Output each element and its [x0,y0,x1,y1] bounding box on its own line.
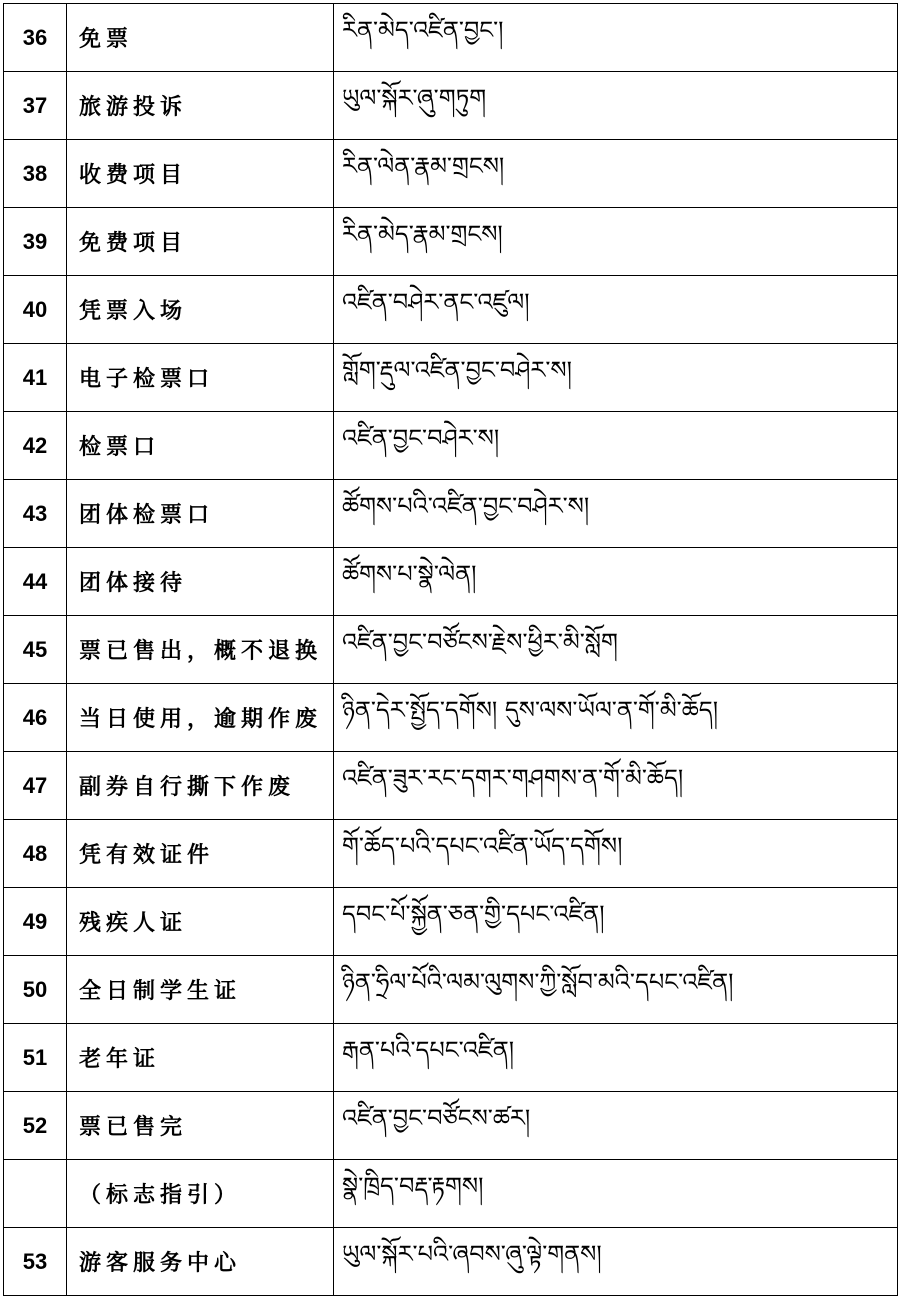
chinese-term: 免票 [67,4,334,72]
row-number: 48 [4,820,67,888]
table-row [4,344,898,412]
chinese-term: 电子检票口 [67,344,334,412]
table-row [4,752,898,820]
table-row [4,684,898,752]
table-row [4,1228,898,1296]
table-row [4,956,898,1024]
row-number: 42 [4,412,67,480]
chinese-term: （标志指引） [67,1160,334,1228]
table-row [4,548,898,616]
tibetan-term: འཛིན་བྱང་བཤེར་ས། [334,412,898,480]
table-row [4,616,898,684]
tibetan-term: རིན་མེད་འཛིན་བྱང་། [334,4,898,72]
tibetan-term: འཛིན་བྱང་བཙོངས་ཚར། [334,1092,898,1160]
table-row [4,1024,898,1092]
tibetan-term: རྒན་པའི་དཔང་འཛིན། [334,1024,898,1092]
chinese-term: 旅游投诉 [67,72,334,140]
chinese-term: 收费项目 [67,140,334,208]
tibetan-term: རིན་ལེན་རྣམ་གྲངས། [334,140,898,208]
table-row [4,888,898,956]
chinese-term: 凭票入场 [67,276,334,344]
tibetan-term: རིན་མེད་རྣམ་གྲངས། [334,208,898,276]
row-number: 51 [4,1024,67,1092]
row-number: 50 [4,956,67,1024]
chinese-term: 凭有效证件 [67,820,334,888]
table-row [4,820,898,888]
tibetan-term: ཉིན་དེར་སྤྱོད་དགོས། དུས་ལས་ཡོལ་ན་གོ་མི་ཆོད། [334,684,898,752]
chinese-term: 游客服务中心 [67,1228,334,1296]
row-number: 40 [4,276,67,344]
chinese-term: 免费项目 [67,208,334,276]
table-row [4,1160,898,1228]
tibetan-term: ཡུལ་སྐོར་པའི་ཞབས་ཞུ་ལྟེ་གནས། [334,1228,898,1296]
row-number: 46 [4,684,67,752]
tibetan-term: འཛིན་བཤེར་ནང་འཛུལ། [334,276,898,344]
table-row [4,72,898,140]
row-number [4,1160,67,1228]
row-number: 45 [4,616,67,684]
table-row [4,276,898,344]
chinese-term: 当日使用，逾期作废 [67,684,334,752]
chinese-term: 检票口 [67,412,334,480]
table-row [4,208,898,276]
glossary-table [3,3,898,1296]
table-row [4,4,898,72]
glossary-body [4,4,898,1296]
row-number: 47 [4,752,67,820]
chinese-term: 票已售完 [67,1092,334,1160]
row-number: 53 [4,1228,67,1296]
row-number: 38 [4,140,67,208]
row-number: 49 [4,888,67,956]
row-number: 39 [4,208,67,276]
tibetan-term: ཚོགས་པའི་འཛིན་བྱང་བཤེར་ས། [334,480,898,548]
row-number: 36 [4,4,67,72]
chinese-term: 票已售出，概不退换 [67,616,334,684]
tibetan-term: ཉིན་ཧྲིལ་པོའི་ལམ་ལུགས་ཀྱི་སློབ་མའི་དཔང་འཛིན། [334,956,898,1024]
chinese-term: 老年证 [67,1024,334,1092]
table-row [4,480,898,548]
chinese-term: 团体接待 [67,548,334,616]
tibetan-term: གོ་ཆོད་པའི་དཔང་འཛིན་ཡོད་དགོས། [334,820,898,888]
table-row [4,1092,898,1160]
tibetan-term: ཡུལ་སྐོར་ཞུ་གཏུག [334,72,898,140]
row-number: 37 [4,72,67,140]
row-number: 44 [4,548,67,616]
tibetan-term: འཛིན་ཟུར་རང་དགར་གཤགས་ན་གོ་མི་ཆོད། [334,752,898,820]
tibetan-term: དབང་པོ་སྐྱོན་ཅན་གྱི་དཔང་འཛིན། [334,888,898,956]
tibetan-term: འཛིན་བྱང་བཙོངས་རྗེས་ཕྱིར་མི་སློག [334,616,898,684]
row-number: 41 [4,344,67,412]
tibetan-term: གློག་རྡུལ་འཛིན་བྱང་བཤེར་ས། [334,344,898,412]
table-row [4,412,898,480]
chinese-term: 团体检票口 [67,480,334,548]
chinese-term: 全日制学生证 [67,956,334,1024]
table-row [4,140,898,208]
row-number: 43 [4,480,67,548]
tibetan-term: སྣེ་ཁྲིད་བརྡ་རྟགས། [334,1160,898,1228]
row-number: 52 [4,1092,67,1160]
tibetan-term: ཚོགས་པ་སྣེ་ལེན། [334,548,898,616]
chinese-term: 残疾人证 [67,888,334,956]
chinese-term: 副券自行撕下作废 [67,752,334,820]
